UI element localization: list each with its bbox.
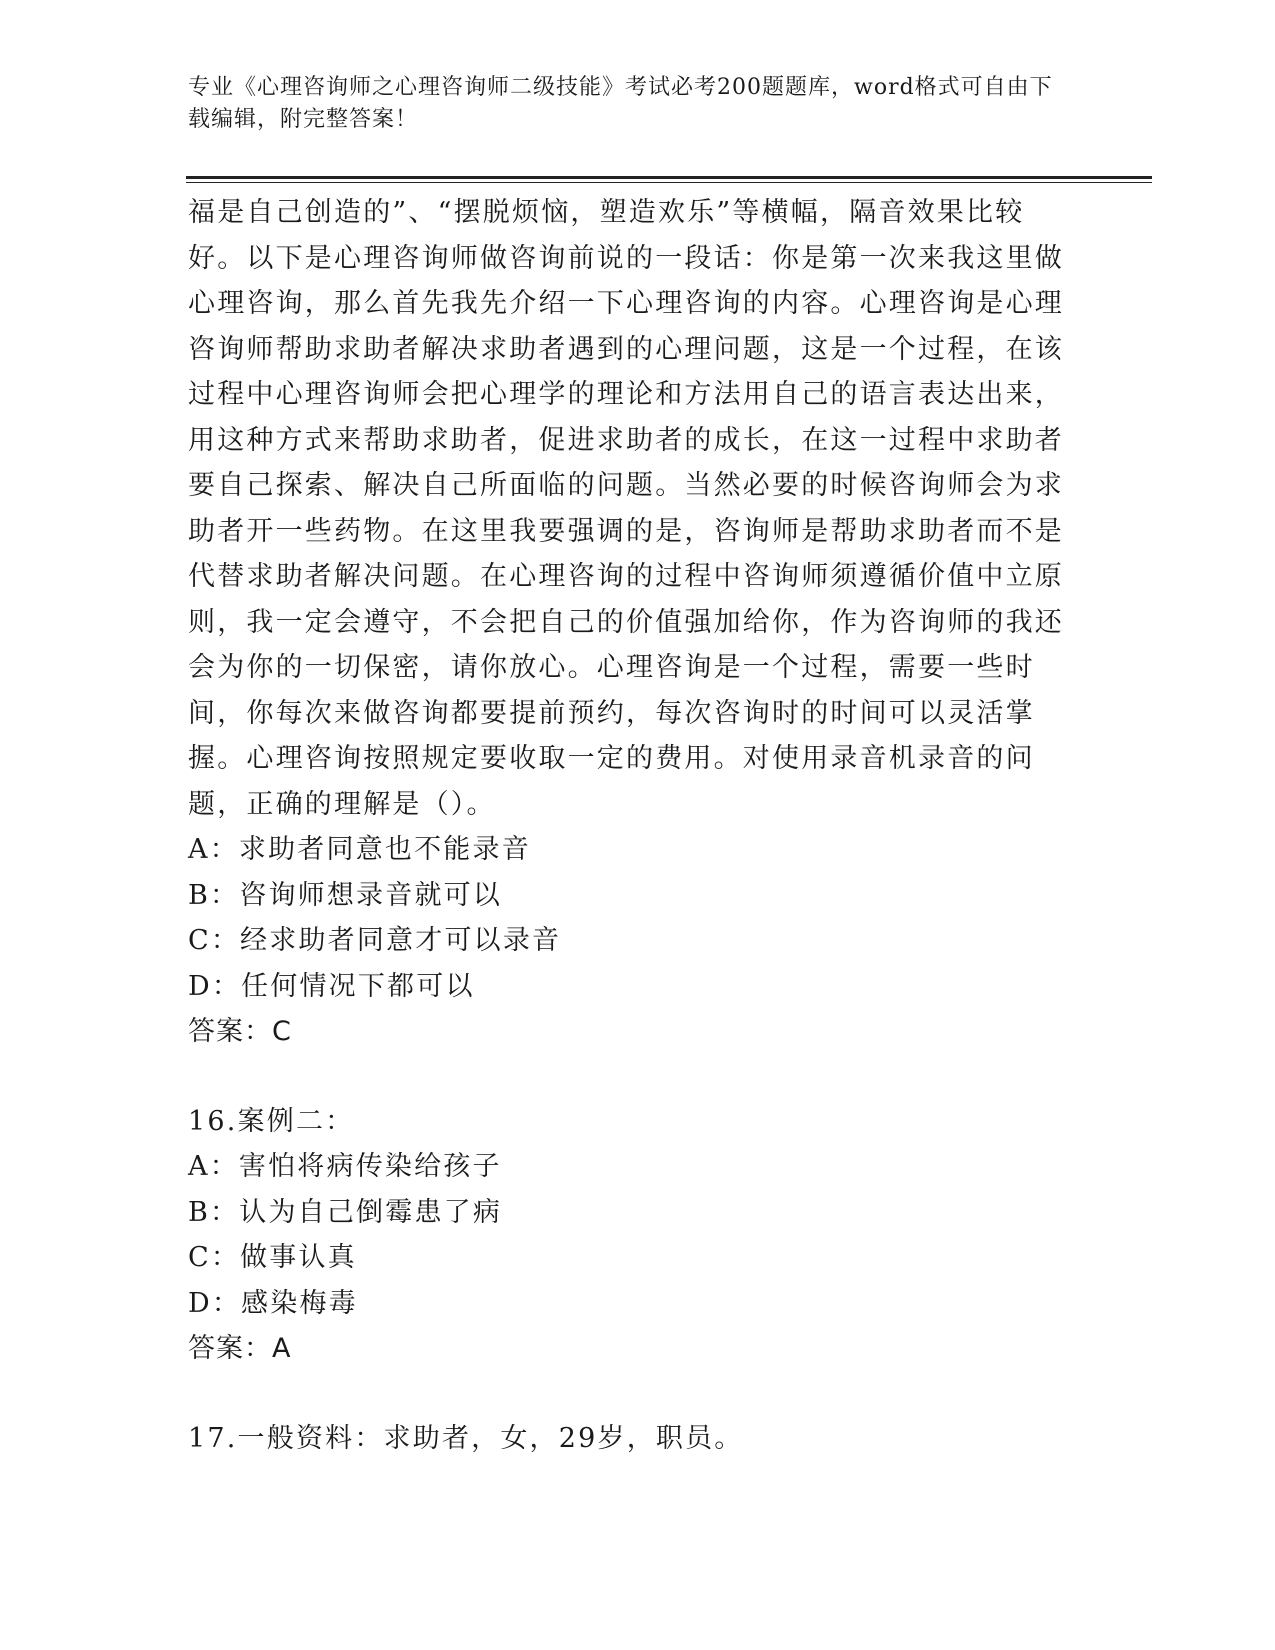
question-15-block bbox=[188, 190, 1068, 1055]
question-15-option-b: B：咨询师想录音就可以 bbox=[188, 879, 503, 911]
question-16-option-d: D：感染梅毒 bbox=[188, 1287, 358, 1319]
question-16-stem: 16.案例二： bbox=[188, 1105, 355, 1137]
header-rule-thin bbox=[186, 182, 1152, 183]
question-16-block bbox=[188, 1099, 1068, 1372]
question-15-answer: 答案：C bbox=[188, 1016, 292, 1047]
question-16-option-c: C：做事认真 bbox=[188, 1242, 357, 1273]
header-rule-thick bbox=[186, 176, 1152, 179]
document-header: 专业《心理咨询师之心理咨询师二级技能》考试必考200题题库，word格式可自由下载编辑，附完整答案！ bbox=[188, 75, 1053, 132]
question-15-option-c: C：经求助者同意才可以录音 bbox=[188, 925, 562, 956]
question-16-option-b: B：认为自己倒霉患了病 bbox=[188, 1196, 503, 1228]
question-17-stem: 17.一般资料：求助者，女，29岁，职员。 bbox=[188, 1422, 744, 1454]
question-16-answer: 答案：A bbox=[188, 1333, 292, 1364]
question-15-option-a: A：求助者同意也不能录音 bbox=[188, 834, 531, 865]
question-17-block bbox=[188, 1416, 1068, 1462]
question-15-option-d: D：任何情况下都可以 bbox=[188, 970, 475, 1002]
document-body bbox=[188, 190, 1068, 1461]
question-16-option-a: A：害怕将病传染给孩子 bbox=[188, 1151, 502, 1182]
question-15-passage: 福是自己创造的”、“摆脱烦恼，塑造欢乐”等横幅，隔音效果比较好。以下是心理咨询师做咨询前说的一段话：你是第一次来我这里做心理咨询，那么首先我先介绍一下心理咨询的内容。心理咨询是心理咨询师帮助求助者解决求助者遇到的心理问题，这是一个过程，在该过程中心理咨询师会把心理学的理论和方法用自己的语言表达出来，用这种方式来帮助求助者，促进求助者的成长，在这一过程中求助者要自己探索、解决自己所面临的问题。当然必要的时候咨询师会为求助者开一些药物。在这里我要强调的是，咨询师是帮助求助者而不是代替求助者解决问题。在心理咨询的过程中咨询师须遵循价值中立原则，我一定会遵守，不会把自己的价值强加给你，作为咨询师的我还会为你的一切保密，请你放心。心理咨询是一个过程，需要一些时间，你每次来做咨询都要提前预约，每次咨询时的时间可以灵活掌握。心理咨询按照规定要收取一定的费用。对使用录音机录音的问题，正确的理解是（）。 bbox=[188, 197, 1064, 820]
